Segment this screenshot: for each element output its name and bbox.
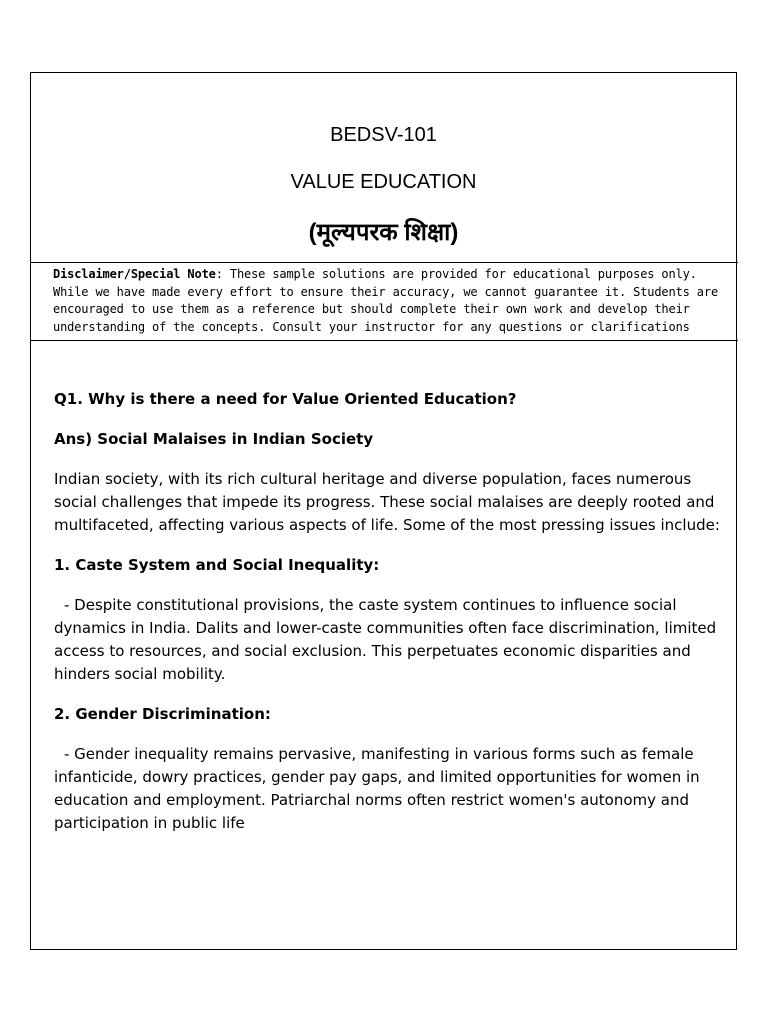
disclaimer-lead: Disclaimer/Special Note <box>53 267 216 281</box>
disclaimer-box <box>30 262 738 341</box>
answer-heading: Ans) Social Malaises in Indian Society <box>54 430 374 448</box>
section2-heading: 2. Gender Discrimination: <box>54 705 271 723</box>
course-title-hindi: (मूल्यपरक शिक्षा) <box>308 219 459 246</box>
document-content <box>54 388 724 835</box>
course-code: BEDSV-101 <box>330 124 437 146</box>
section1-heading: 1. Caste System and Social Inequality: <box>54 556 380 574</box>
course-title: VALUE EDUCATION <box>290 171 477 193</box>
document-page <box>30 72 737 950</box>
disclaimer-text: : These sample solutions are provided for educational purposes only. While we have made every effort to ensure their accuracy, we cannot guarantee it. Students are encouraged to use them as a reference but should complete their own work and develop their understanding of the concepts. Consult your instructor for any questions or clarifications <box>53 267 719 334</box>
section1-paragraph: - Despite constitutional provisions, the caste system continues to influence social dynamics in India. Dalits and lower-caste communities often face discrimination, limited access to resources, and social exclusion. This perpetuates economic disparities and hinders social mobility. <box>54 596 717 683</box>
section2-paragraph: - Gender inequality remains pervasive, manifesting in various forms such as female infanticide, dowry practices, gender pay gaps, and limited opportunities for women in education and employment. Patriarchal norms often restrict women's autonomy and participation in public life <box>54 745 700 832</box>
question-heading: Q1. Why is there a need for Value Oriented Education? <box>54 390 517 408</box>
intro-paragraph: Indian society, with its rich cultural heritage and diverse population, faces numerous social challenges that impede its progress. These social malaises are deeply rooted and multifaceted, affecting various aspects of life. Some of the most pressing issues include: <box>54 470 720 534</box>
